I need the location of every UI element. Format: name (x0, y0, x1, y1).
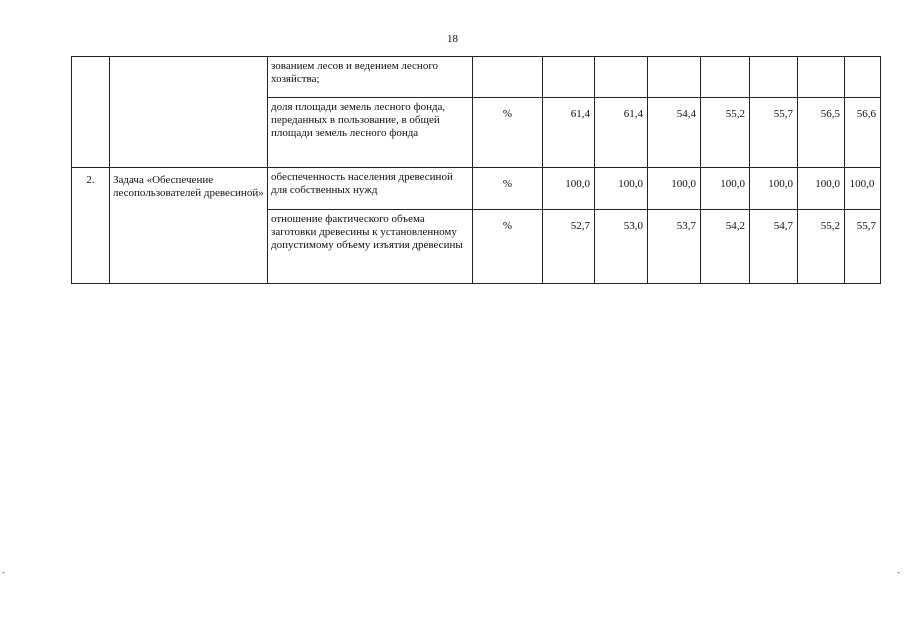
value-cell (750, 57, 798, 98)
value-cell: 54,2 (701, 210, 750, 284)
indicator-cell: доля площади земель лесного фонда, переданных в пользование, в общей площади земель лесного фонда (268, 98, 473, 168)
value-cell: 55,7 (845, 210, 881, 284)
unit-cell: % (473, 168, 543, 210)
value-cell: 56,5 (798, 98, 845, 168)
right-edge-mark: - (897, 567, 900, 577)
indicator-cell: обеспеченность населения древесиной для собственных нужд (268, 168, 473, 210)
task-cell: Задача «Обеспечение лесопользователей древесиной» (110, 168, 268, 284)
value-cell: 55,2 (798, 210, 845, 284)
value-cell: 100,0 (595, 168, 648, 210)
value-cell: 61,4 (595, 98, 648, 168)
value-cell: 55,2 (701, 98, 750, 168)
value-cell: 53,0 (595, 210, 648, 284)
left-edge-mark: - (2, 567, 5, 577)
value-cell (845, 57, 881, 98)
table-row (72, 168, 881, 210)
value-cell: 100,0 (701, 168, 750, 210)
value-cell (648, 57, 701, 98)
value-cell: 100,0 (648, 168, 701, 210)
value-cell (595, 57, 648, 98)
value-cell (701, 57, 750, 98)
unit-cell: % (473, 210, 543, 284)
indicator-cell: зованием лесов и ведением лесного хозяйства; (268, 57, 473, 98)
value-cell (543, 57, 595, 98)
value-cell: 54,7 (750, 210, 798, 284)
value-cell (798, 57, 845, 98)
value-cell: 61,4 (543, 98, 595, 168)
value-cell: 55,7 (750, 98, 798, 168)
value-cell: 100,0 (845, 168, 881, 210)
row-number-cell: 2. (72, 168, 110, 284)
value-cell: 56,6 (845, 98, 881, 168)
task-cell (110, 57, 268, 168)
unit-cell (473, 57, 543, 98)
value-cell: 100,0 (543, 168, 595, 210)
value-cell: 100,0 (750, 168, 798, 210)
indicators-table (71, 56, 881, 284)
value-cell: 100,0 (798, 168, 845, 210)
unit-cell: % (473, 98, 543, 168)
row-number-cell (72, 57, 110, 168)
value-cell: 54,4 (648, 98, 701, 168)
table-row (72, 57, 881, 98)
page-number: 18 (447, 33, 458, 45)
value-cell: 52,7 (543, 210, 595, 284)
indicator-cell: отношение фактического объема заготовки древесины к установленному допустимому объему изъятия древесины (268, 210, 473, 284)
value-cell: 53,7 (648, 210, 701, 284)
